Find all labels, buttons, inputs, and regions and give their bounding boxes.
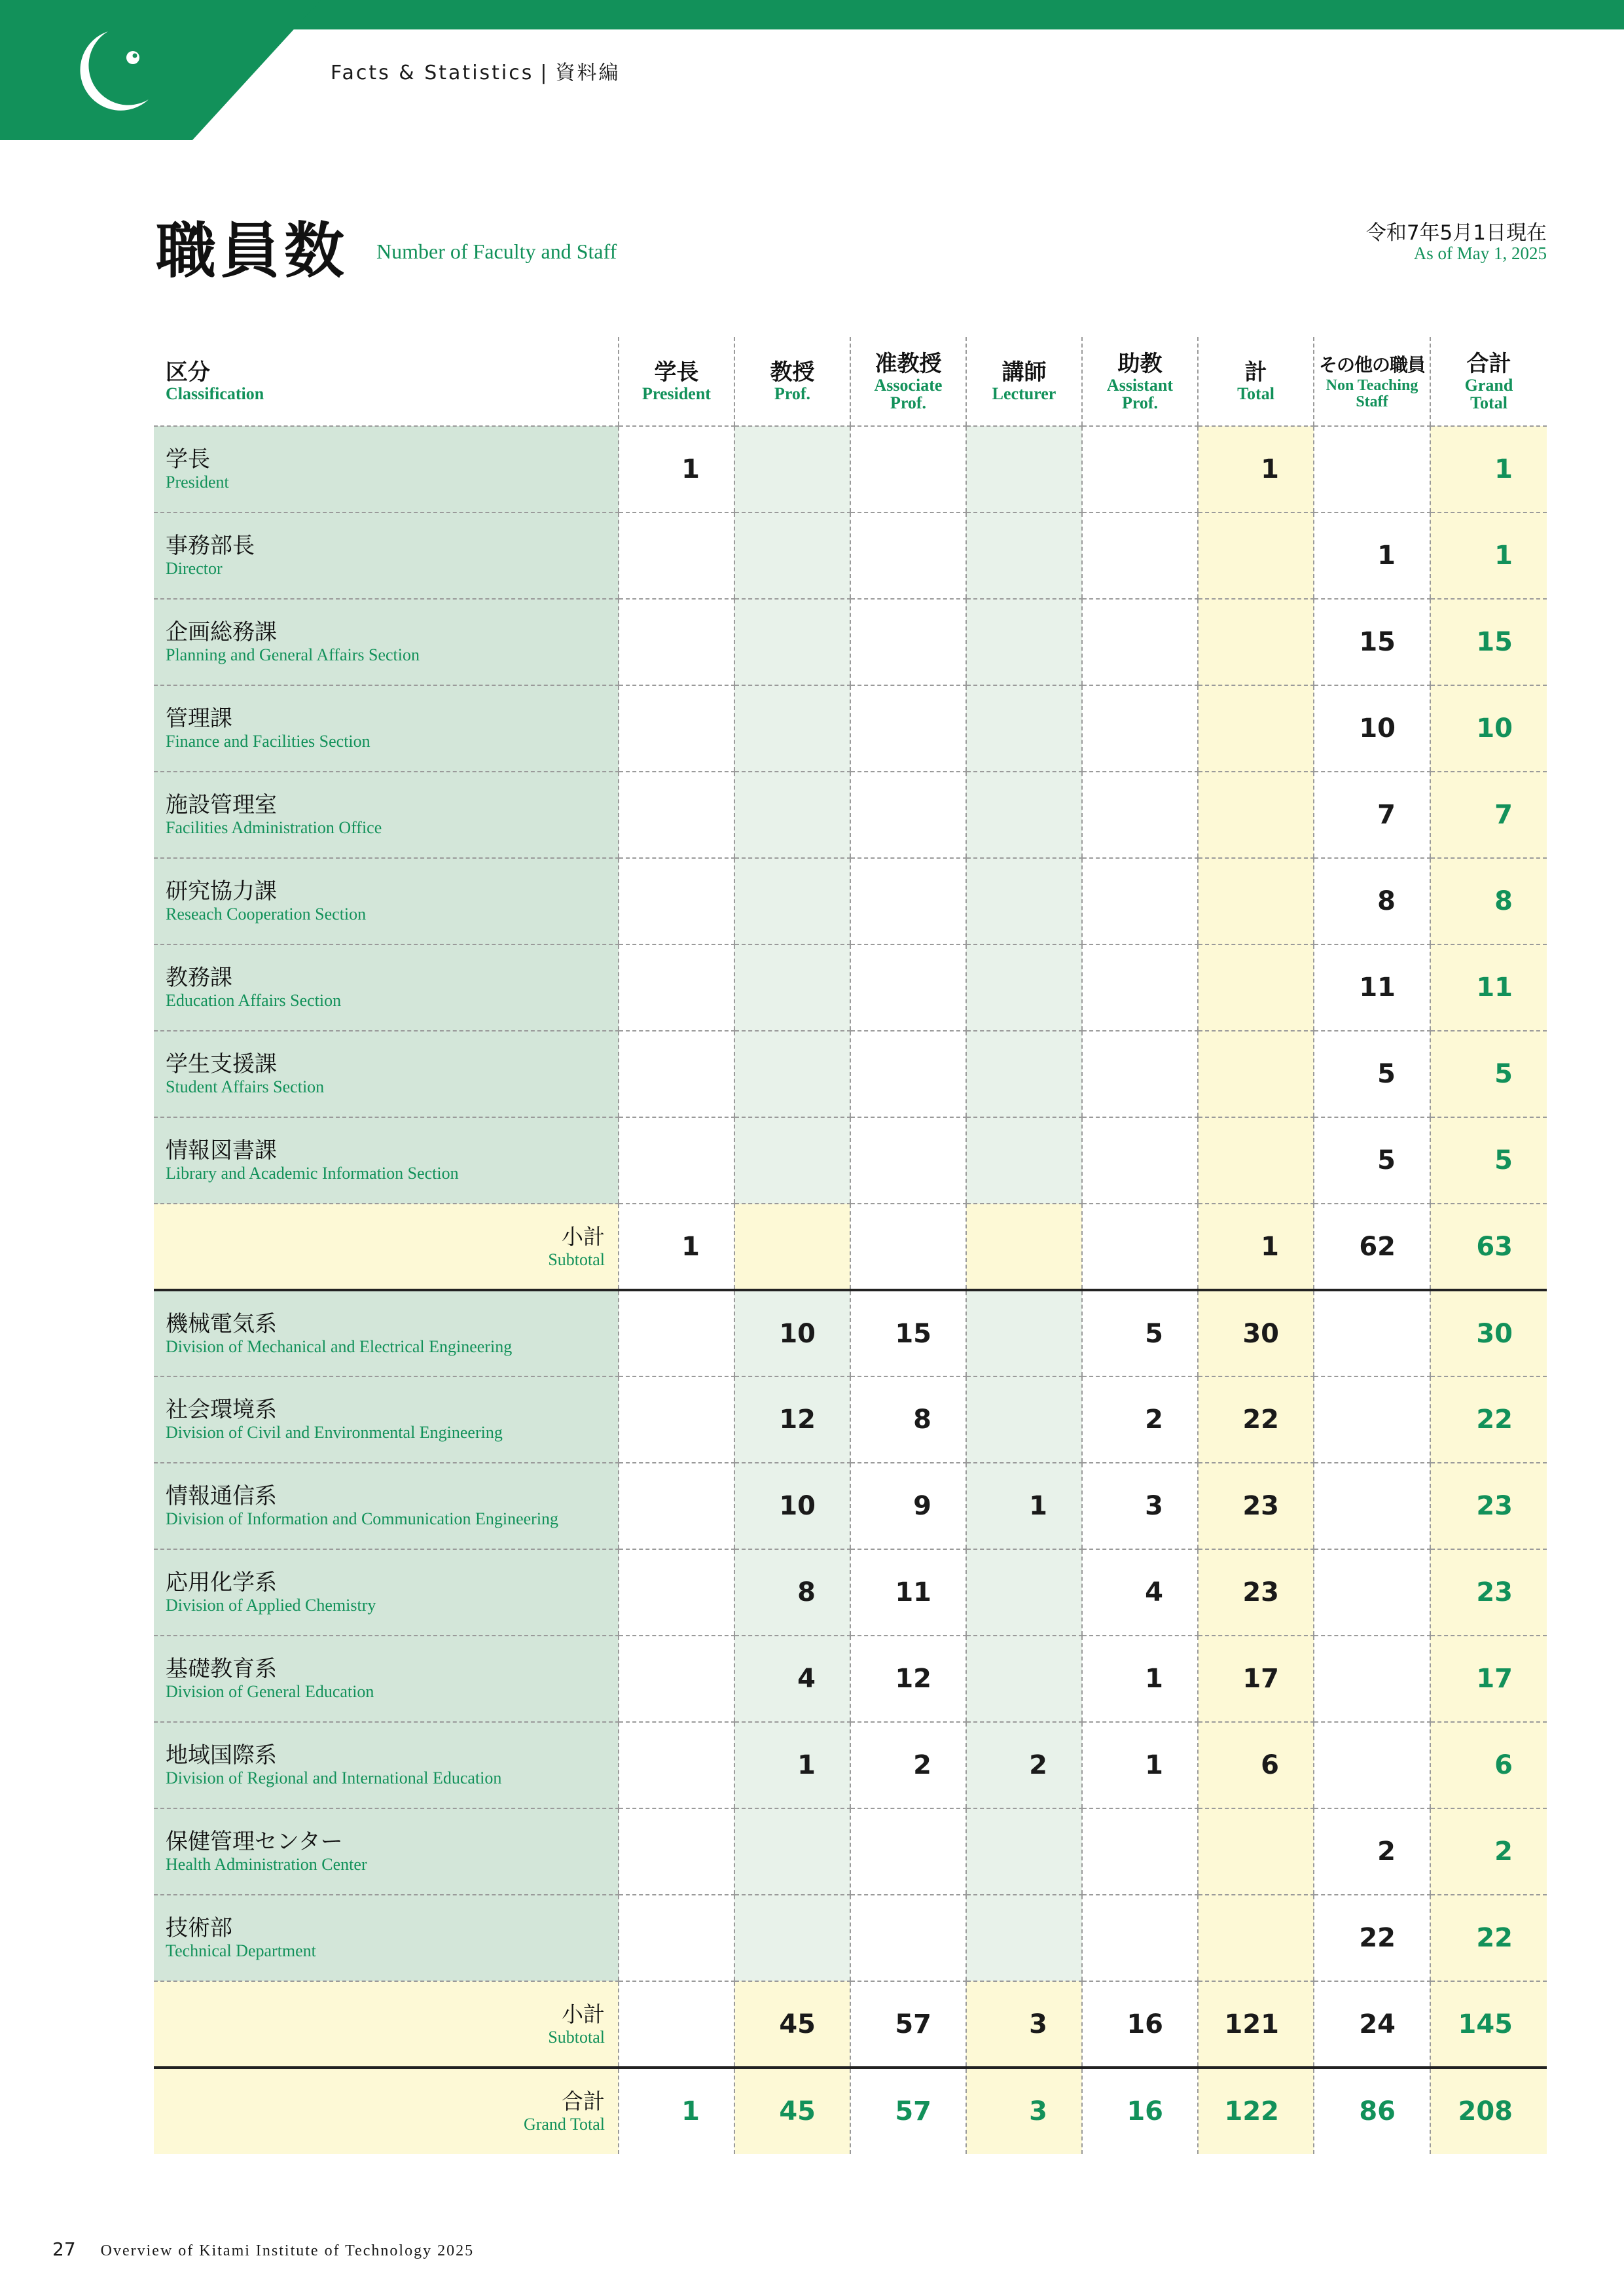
column-header-jp: 計 bbox=[1244, 359, 1267, 386]
cell-non-teaching-staff bbox=[1314, 1636, 1430, 1722]
row-label-jp: 教務課 bbox=[166, 965, 232, 991]
row-label-en: Technical Department bbox=[166, 1941, 316, 1960]
cell-non-teaching-staff bbox=[1314, 1463, 1430, 1549]
cell-associate-professor: 9 bbox=[850, 1463, 966, 1549]
cell-total bbox=[1198, 599, 1314, 685]
cell-president bbox=[619, 599, 734, 685]
row-label-jp: 保健管理センター bbox=[166, 1829, 343, 1855]
cell-associate-professor: 11 bbox=[850, 1549, 966, 1636]
cell-associate-professor: 57 bbox=[850, 2068, 966, 2154]
row-label bbox=[154, 1290, 619, 1376]
cell-total bbox=[1198, 1117, 1314, 1204]
row-label-en: Division of Information and Communication Engineering bbox=[166, 1509, 559, 1528]
column-header-assistant-professor bbox=[1082, 337, 1198, 426]
cell-total bbox=[1198, 944, 1314, 1031]
cell-associate-professor bbox=[850, 772, 966, 858]
cell-president bbox=[619, 685, 734, 772]
cell-assistant-professor bbox=[1082, 512, 1198, 599]
row-label bbox=[154, 1376, 619, 1463]
university-logo-icon bbox=[62, 26, 154, 118]
cell-president: 1 bbox=[619, 1204, 734, 1290]
header-corner-band bbox=[0, 0, 321, 140]
column-header-professor bbox=[734, 337, 850, 426]
cell-non-teaching-staff: 5 bbox=[1314, 1117, 1430, 1204]
cell-professor: 45 bbox=[734, 2068, 850, 2154]
cell-grand-total: 17 bbox=[1430, 1636, 1547, 1722]
table-row bbox=[154, 1290, 1547, 1376]
cell-professor bbox=[734, 944, 850, 1031]
cell-total: 121 bbox=[1198, 1981, 1314, 2068]
cell-non-teaching-staff: 24 bbox=[1314, 1981, 1430, 2068]
cell-assistant-professor bbox=[1082, 1031, 1198, 1117]
cell-grand-total: 10 bbox=[1430, 685, 1547, 772]
cell-professor: 45 bbox=[734, 1981, 850, 2068]
cell-professor bbox=[734, 1895, 850, 1981]
cell-assistant-professor: 16 bbox=[1082, 1981, 1198, 2068]
cell-total: 23 bbox=[1198, 1549, 1314, 1636]
cell-associate-professor bbox=[850, 512, 966, 599]
column-header-en-line2: Staff bbox=[1356, 393, 1388, 410]
cell-assistant-professor: 1 bbox=[1082, 1722, 1198, 1808]
cell-assistant-professor bbox=[1082, 858, 1198, 944]
row-label bbox=[154, 1808, 619, 1895]
cell-lecturer bbox=[966, 599, 1082, 685]
row-label-en: Library and Academic Information Section bbox=[166, 1164, 459, 1183]
cell-professor: 10 bbox=[734, 1463, 850, 1549]
cell-associate-professor: 8 bbox=[850, 1376, 966, 1463]
column-header-president bbox=[619, 337, 734, 426]
column-header-en: Assistant bbox=[1106, 375, 1174, 395]
row-label-en: Grand Total bbox=[523, 2115, 605, 2134]
cell-total: 22 bbox=[1198, 1376, 1314, 1463]
cell-president bbox=[619, 1031, 734, 1117]
row-label-jp: 施設管理室 bbox=[166, 792, 277, 818]
table-row bbox=[154, 1117, 1547, 1204]
section-en: Facts & Statistics bbox=[331, 62, 534, 84]
cell-associate-professor bbox=[850, 599, 966, 685]
cell-associate-professor bbox=[850, 426, 966, 512]
cell-president bbox=[619, 1895, 734, 1981]
table-row bbox=[154, 1376, 1547, 1463]
cell-total: 30 bbox=[1198, 1290, 1314, 1376]
table-row bbox=[154, 1031, 1547, 1117]
table-row bbox=[154, 1895, 1547, 1981]
cell-grand-total: 6 bbox=[1430, 1722, 1547, 1808]
cell-total bbox=[1198, 512, 1314, 599]
cell-president bbox=[619, 1722, 734, 1808]
cell-professor bbox=[734, 426, 850, 512]
subtotal-row bbox=[154, 1204, 1547, 1290]
cell-assistant-professor: 16 bbox=[1082, 2068, 1198, 2154]
cell-lecturer bbox=[966, 858, 1082, 944]
cell-grand-total: 1 bbox=[1430, 426, 1547, 512]
row-label-jp: 技術部 bbox=[166, 1915, 232, 1941]
column-header-non-teaching-staff bbox=[1314, 337, 1430, 426]
cell-assistant-professor bbox=[1082, 1895, 1198, 1981]
row-label bbox=[154, 1031, 619, 1117]
table-header-row bbox=[154, 337, 1547, 426]
cell-professor: 4 bbox=[734, 1636, 850, 1722]
table-row bbox=[154, 1808, 1547, 1895]
cell-grand-total: 22 bbox=[1430, 1376, 1547, 1463]
cell-non-teaching-staff bbox=[1314, 426, 1430, 512]
row-label bbox=[154, 1895, 619, 1981]
cell-president bbox=[619, 1463, 734, 1549]
cell-professor: 12 bbox=[734, 1376, 850, 1463]
staff-table bbox=[154, 337, 1547, 2154]
row-label-jp: 情報通信系 bbox=[166, 1483, 277, 1509]
cell-grand-total: 22 bbox=[1430, 1895, 1547, 1981]
cell-assistant-professor bbox=[1082, 944, 1198, 1031]
cell-assistant-professor bbox=[1082, 426, 1198, 512]
page-title-jp: 職員数 bbox=[156, 215, 349, 286]
cell-non-teaching-staff: 1 bbox=[1314, 512, 1430, 599]
cell-non-teaching-staff bbox=[1314, 1722, 1430, 1808]
cell-lecturer bbox=[966, 772, 1082, 858]
row-label-en: Director bbox=[166, 559, 223, 578]
cell-non-teaching-staff: 2 bbox=[1314, 1808, 1430, 1895]
row-label-en: Student Affairs Section bbox=[166, 1077, 325, 1096]
cell-lecturer bbox=[966, 1376, 1082, 1463]
row-label bbox=[154, 426, 619, 512]
cell-grand-total: 7 bbox=[1430, 772, 1547, 858]
cell-president bbox=[619, 1636, 734, 1722]
cell-lecturer bbox=[966, 1808, 1082, 1895]
row-label-en: Subtotal bbox=[548, 1249, 605, 1269]
column-header-en: President bbox=[642, 384, 711, 403]
column-header-en: Non Teaching bbox=[1326, 376, 1418, 394]
cell-assistant-professor: 1 bbox=[1082, 1636, 1198, 1722]
column-header-en-line2: Prof. bbox=[890, 393, 927, 412]
cell-associate-professor bbox=[850, 1204, 966, 1290]
row-label-jp: 応用化学系 bbox=[166, 1570, 277, 1596]
cell-president bbox=[619, 1376, 734, 1463]
footer-text: Overview of Kitami Institute of Technology 2025 bbox=[100, 2242, 475, 2259]
column-header-en: Prof. bbox=[774, 384, 811, 403]
cell-non-teaching-staff: 7 bbox=[1314, 772, 1430, 858]
cell-lecturer: 3 bbox=[966, 1981, 1082, 2068]
cell-total bbox=[1198, 685, 1314, 772]
row-label bbox=[154, 1463, 619, 1549]
cell-assistant-professor: 4 bbox=[1082, 1549, 1198, 1636]
cell-professor: 8 bbox=[734, 1549, 850, 1636]
row-label bbox=[154, 1981, 619, 2068]
cell-professor: 10 bbox=[734, 1290, 850, 1376]
cell-total bbox=[1198, 1895, 1314, 1981]
table-row bbox=[154, 426, 1547, 512]
row-label-en: Facilities Administration Office bbox=[166, 818, 382, 837]
cell-lecturer: 1 bbox=[966, 1463, 1082, 1549]
cell-associate-professor bbox=[850, 1031, 966, 1117]
table-row bbox=[154, 772, 1547, 858]
cell-associate-professor: 57 bbox=[850, 1981, 966, 2068]
row-label-en: President bbox=[166, 473, 229, 492]
cell-lecturer bbox=[966, 1636, 1082, 1722]
cell-associate-professor bbox=[850, 944, 966, 1031]
cell-total: 1 bbox=[1198, 1204, 1314, 1290]
cell-assistant-professor bbox=[1082, 1117, 1198, 1204]
row-label bbox=[154, 1117, 619, 1204]
cell-total bbox=[1198, 1031, 1314, 1117]
row-label bbox=[154, 2068, 619, 2154]
row-label-jp: 小計 bbox=[562, 2001, 605, 2027]
row-label-en: Division of Applied Chemistry bbox=[166, 1596, 376, 1615]
cell-assistant-professor: 5 bbox=[1082, 1290, 1198, 1376]
row-label bbox=[154, 1722, 619, 1808]
row-label-jp: 小計 bbox=[562, 1223, 605, 1249]
cell-professor bbox=[734, 599, 850, 685]
cell-president bbox=[619, 1290, 734, 1376]
table-row bbox=[154, 1636, 1547, 1722]
cell-assistant-professor: 2 bbox=[1082, 1376, 1198, 1463]
page-title-en: Number of Faculty and Staff bbox=[376, 240, 617, 263]
cell-grand-total: 63 bbox=[1430, 1204, 1547, 1290]
cell-assistant-professor bbox=[1082, 1204, 1198, 1290]
cell-total: 122 bbox=[1198, 2068, 1314, 2154]
column-header-jp: その他の職員 bbox=[1318, 353, 1425, 376]
cell-president bbox=[619, 944, 734, 1031]
cell-grand-total: 2 bbox=[1430, 1808, 1547, 1895]
cell-associate-professor bbox=[850, 858, 966, 944]
row-label-jp: 学生支援課 bbox=[166, 1051, 277, 1077]
row-label bbox=[154, 944, 619, 1031]
cell-grand-total: 5 bbox=[1430, 1031, 1547, 1117]
cell-total: 17 bbox=[1198, 1636, 1314, 1722]
cell-total: 1 bbox=[1198, 426, 1314, 512]
column-header-grand-total bbox=[1430, 337, 1547, 426]
cell-grand-total: 11 bbox=[1430, 944, 1547, 1031]
row-label-jp: 事務部長 bbox=[166, 533, 255, 559]
cell-associate-professor: 2 bbox=[850, 1722, 966, 1808]
section-separator: | bbox=[540, 62, 549, 84]
row-label-en: Division of Civil and Environmental Engineering bbox=[166, 1423, 503, 1442]
cell-non-teaching-staff bbox=[1314, 1376, 1430, 1463]
cell-associate-professor bbox=[850, 685, 966, 772]
row-label-jp: 基礎教育系 bbox=[166, 1656, 277, 1682]
column-header-jp: 准教授 bbox=[875, 350, 942, 377]
row-label bbox=[154, 1204, 619, 1290]
cell-president bbox=[619, 1549, 734, 1636]
table-row bbox=[154, 599, 1547, 685]
cell-lecturer bbox=[966, 426, 1082, 512]
grand-total-row bbox=[154, 2068, 1547, 2154]
as-of-date-en: As of May 1, 2025 bbox=[1413, 243, 1547, 263]
column-header-jp: 助教 bbox=[1117, 350, 1163, 377]
row-label-en: Finance and Facilities Section bbox=[166, 732, 370, 751]
table-row bbox=[154, 685, 1547, 772]
column-header-lecturer bbox=[966, 337, 1082, 426]
column-header-en: Associate bbox=[874, 375, 943, 395]
column-header-en-line2: Total bbox=[1470, 393, 1507, 412]
as-of-date-jp: 令和7年5月1日現在 bbox=[1365, 221, 1547, 245]
cell-non-teaching-staff: 11 bbox=[1314, 944, 1430, 1031]
cell-lecturer bbox=[966, 944, 1082, 1031]
row-label-jp: 地域国際系 bbox=[166, 1742, 277, 1768]
column-header-en: Classification bbox=[166, 384, 264, 403]
column-header-jp: 学長 bbox=[654, 359, 699, 386]
row-label-jp: 社会環境系 bbox=[166, 1397, 277, 1423]
cell-grand-total: 30 bbox=[1430, 1290, 1547, 1376]
cell-president bbox=[619, 1808, 734, 1895]
row-label-en: Subtotal bbox=[548, 2027, 605, 2047]
cell-professor bbox=[734, 685, 850, 772]
cell-grand-total: 145 bbox=[1430, 1981, 1547, 2068]
cell-lecturer: 3 bbox=[966, 2068, 1082, 2154]
column-header-jp: 講師 bbox=[1001, 359, 1047, 386]
cell-professor bbox=[734, 772, 850, 858]
row-label bbox=[154, 772, 619, 858]
column-header-jp: 区分 bbox=[166, 359, 210, 386]
row-label-en: Education Affairs Section bbox=[166, 991, 342, 1010]
cell-president bbox=[619, 858, 734, 944]
cell-lecturer bbox=[966, 1549, 1082, 1636]
row-label-jp: 企画総務課 bbox=[166, 619, 277, 645]
cell-professor bbox=[734, 1031, 850, 1117]
column-header-associate-professor bbox=[850, 337, 966, 426]
table-row bbox=[154, 1549, 1547, 1636]
cell-associate-professor: 15 bbox=[850, 1290, 966, 1376]
row-label-jp: 合計 bbox=[562, 2089, 605, 2114]
row-label bbox=[154, 685, 619, 772]
cell-professor: 1 bbox=[734, 1722, 850, 1808]
row-label-jp: 学長 bbox=[166, 446, 210, 473]
cell-assistant-professor bbox=[1082, 685, 1198, 772]
cell-president: 1 bbox=[619, 2068, 734, 2154]
cell-grand-total: 208 bbox=[1430, 2068, 1547, 2154]
cell-non-teaching-staff: 22 bbox=[1314, 1895, 1430, 1981]
cell-lecturer bbox=[966, 1290, 1082, 1376]
cell-lecturer bbox=[966, 1031, 1082, 1117]
column-header-en: Grand bbox=[1464, 375, 1513, 395]
cell-lecturer bbox=[966, 1895, 1082, 1981]
column-header-jp: 合計 bbox=[1466, 350, 1511, 377]
cell-assistant-professor bbox=[1082, 772, 1198, 858]
cell-grand-total: 23 bbox=[1430, 1463, 1547, 1549]
cell-total: 6 bbox=[1198, 1722, 1314, 1808]
cell-professor bbox=[734, 512, 850, 599]
row-label-en: Division of General Education bbox=[166, 1682, 374, 1701]
column-header-en: Total bbox=[1237, 384, 1274, 403]
cell-president: 1 bbox=[619, 426, 734, 512]
page-number: 27 bbox=[52, 2238, 76, 2260]
cell-associate-professor bbox=[850, 1895, 966, 1981]
table-row bbox=[154, 1722, 1547, 1808]
column-header-jp: 教授 bbox=[770, 359, 815, 386]
cell-grand-total: 8 bbox=[1430, 858, 1547, 944]
column-header-en-line2: Prof. bbox=[1121, 393, 1159, 412]
cell-grand-total: 15 bbox=[1430, 599, 1547, 685]
table-row bbox=[154, 944, 1547, 1031]
cell-associate-professor bbox=[850, 1117, 966, 1204]
cell-lecturer: 2 bbox=[966, 1722, 1082, 1808]
cell-assistant-professor bbox=[1082, 599, 1198, 685]
row-label-jp: 管理課 bbox=[166, 706, 232, 732]
cell-non-teaching-staff: 8 bbox=[1314, 858, 1430, 944]
cell-professor bbox=[734, 1117, 850, 1204]
cell-president bbox=[619, 512, 734, 599]
cell-non-teaching-staff bbox=[1314, 1290, 1430, 1376]
cell-total bbox=[1198, 1808, 1314, 1895]
cell-lecturer bbox=[966, 512, 1082, 599]
column-header-en: Lecturer bbox=[992, 384, 1056, 403]
cell-professor bbox=[734, 858, 850, 944]
cell-total bbox=[1198, 772, 1314, 858]
cell-non-teaching-staff bbox=[1314, 1549, 1430, 1636]
row-label bbox=[154, 512, 619, 599]
cell-president bbox=[619, 772, 734, 858]
row-label-jp: 情報図書課 bbox=[166, 1138, 277, 1164]
cell-lecturer bbox=[966, 1117, 1082, 1204]
cell-non-teaching-staff: 5 bbox=[1314, 1031, 1430, 1117]
cell-assistant-professor: 3 bbox=[1082, 1463, 1198, 1549]
cell-non-teaching-staff: 62 bbox=[1314, 1204, 1430, 1290]
staff-table-body bbox=[154, 426, 1547, 2154]
cell-non-teaching-staff: 86 bbox=[1314, 2068, 1430, 2154]
row-label-jp: 研究協力課 bbox=[166, 878, 277, 905]
cell-professor bbox=[734, 1204, 850, 1290]
row-label-en: Reseach Cooperation Section bbox=[166, 905, 367, 924]
column-header-classification bbox=[154, 337, 619, 426]
row-label-en: Health Administration Center bbox=[166, 1855, 367, 1874]
table-row bbox=[154, 858, 1547, 944]
subtotal-row bbox=[154, 1981, 1547, 2068]
cell-president bbox=[619, 1981, 734, 2068]
cell-lecturer bbox=[966, 1204, 1082, 1290]
cell-president bbox=[619, 1117, 734, 1204]
cell-total: 23 bbox=[1198, 1463, 1314, 1549]
table-row bbox=[154, 512, 1547, 599]
column-header-total bbox=[1198, 337, 1314, 426]
cell-non-teaching-staff: 10 bbox=[1314, 685, 1430, 772]
cell-lecturer bbox=[966, 685, 1082, 772]
cell-associate-professor bbox=[850, 1808, 966, 1895]
row-label bbox=[154, 858, 619, 944]
cell-associate-professor: 12 bbox=[850, 1636, 966, 1722]
cell-total bbox=[1198, 858, 1314, 944]
cell-grand-total: 1 bbox=[1430, 512, 1547, 599]
row-label-jp: 機械電気系 bbox=[166, 1310, 277, 1337]
row-label-en: Planning and General Affairs Section bbox=[166, 645, 420, 664]
cell-grand-total: 5 bbox=[1430, 1117, 1547, 1204]
cell-assistant-professor bbox=[1082, 1808, 1198, 1895]
row-label bbox=[154, 1636, 619, 1722]
row-label-en: Division of Mechanical and Electrical Engineering bbox=[166, 1336, 513, 1356]
cell-non-teaching-staff: 15 bbox=[1314, 599, 1430, 685]
row-label-en: Division of Regional and International Education bbox=[166, 1768, 502, 1787]
section-header bbox=[331, 56, 621, 85]
row-label bbox=[154, 599, 619, 685]
cell-grand-total: 23 bbox=[1430, 1549, 1547, 1636]
section-jp: 資料編 bbox=[555, 62, 621, 84]
cell-professor bbox=[734, 1808, 850, 1895]
table-row bbox=[154, 1463, 1547, 1549]
page-footer bbox=[52, 2238, 474, 2260]
row-label bbox=[154, 1549, 619, 1636]
